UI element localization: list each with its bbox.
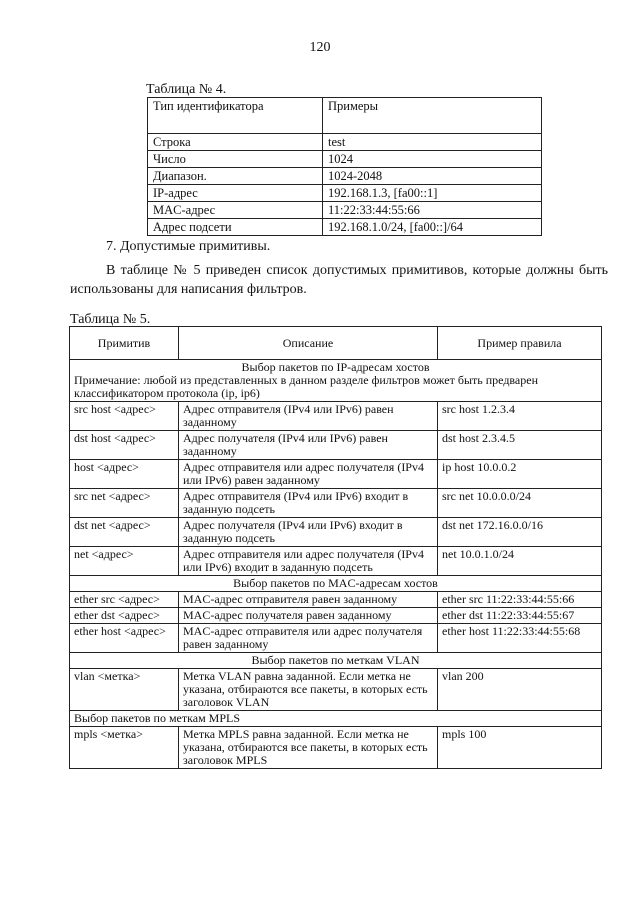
- table4-caption: Таблица № 4.: [146, 82, 227, 97]
- example-cell: net 10.0.1.0/24: [438, 547, 602, 576]
- table-row: [148, 185, 542, 202]
- table4-cell-type: Число: [148, 151, 323, 168]
- table4-cell-type: IP-адрес: [148, 185, 323, 202]
- table4-cell-example: 192.168.1.3, [fa00::1]: [323, 185, 542, 202]
- primitive-cell: net <адрес>: [70, 547, 179, 576]
- table-row: [70, 608, 602, 624]
- primitive-cell: dst net <адрес>: [70, 518, 179, 547]
- table4-cell-example: 192.168.1.0/24, [fa00::]/64: [323, 219, 542, 236]
- example-cell: src net 10.0.0.0/24: [438, 489, 602, 518]
- section-title: Выбор пакетов по MAC-адресам хостов: [70, 576, 602, 592]
- primitive-cell: ether host <адрес>: [70, 624, 179, 653]
- example-cell: ip host 10.0.0.2: [438, 460, 602, 489]
- table5-header-primitive: Примитив: [70, 327, 179, 360]
- table4-cell-example: 1024-2048: [323, 168, 542, 185]
- table-row: [70, 727, 602, 769]
- example-cell: src host 1.2.3.4: [438, 402, 602, 431]
- table4-header-row: [148, 98, 542, 134]
- table-row: [70, 402, 602, 431]
- description-cell: Адрес получателя (IPv4 или IPv6) равен заданному: [179, 431, 438, 460]
- section-row: [70, 711, 602, 727]
- section-title-cell: [70, 360, 602, 402]
- example-cell: ether src 11:22:33:44:55:66: [438, 592, 602, 608]
- primitive-cell: mpls <метка>: [70, 727, 179, 769]
- table-row: [148, 134, 542, 151]
- table-row: [70, 592, 602, 608]
- section-row: [70, 576, 602, 592]
- primitive-cell: src host <адрес>: [70, 402, 179, 431]
- table-row: [70, 489, 602, 518]
- section-row: [70, 653, 602, 669]
- section-row: [70, 360, 602, 402]
- table4-cell-example: test: [323, 134, 542, 151]
- example-cell: dst net 172.16.0.0/16: [438, 518, 602, 547]
- example-cell: vlan 200: [438, 669, 602, 711]
- table4-cell-type: MAC-адрес: [148, 202, 323, 219]
- example-cell: ether dst 11:22:33:44:55:67: [438, 608, 602, 624]
- primitive-cell: dst host <адрес>: [70, 431, 179, 460]
- example-cell: dst host 2.3.4.5: [438, 431, 602, 460]
- table-row: [70, 460, 602, 489]
- section-paragraph: В таблице № 5 приведен список допустимых примитивов, которые должны быть использованы для написания фильтров.: [70, 263, 608, 297]
- table4-cell-example: 1024: [323, 151, 542, 168]
- example-cell: ether host 11:22:33:44:55:68: [438, 624, 602, 653]
- primitive-cell: ether dst <адрес>: [70, 608, 179, 624]
- primitive-cell: host <адрес>: [70, 460, 179, 489]
- table-row: [70, 431, 602, 460]
- section-heading: 7. Допустимые примитивы.: [106, 239, 271, 254]
- table4-cell-example: 11:22:33:44:55:66: [323, 202, 542, 219]
- description-cell: Адрес отправителя или адрес получателя (IPv4 или IPv6) входит в заданную подсеть: [179, 547, 438, 576]
- description-cell: MAC-адрес отправителя равен заданному: [179, 592, 438, 608]
- table4-header-examples: Примеры: [323, 98, 542, 134]
- table4-header-type: Тип идентификатора: [148, 98, 323, 134]
- table4-cell-type: Адрес подсети: [148, 219, 323, 236]
- description-cell: Адрес отправителя (IPv4 или IPv6) равен заданному: [179, 402, 438, 431]
- section-note: Примечание: любой из представленных в данном разделе фильтров может быть предварен классификатором протокола (ip, ip6): [74, 373, 539, 400]
- section-title: Выбор пакетов по меткам MPLS: [70, 711, 602, 727]
- description-cell: Адрес отправителя (IPv4 или IPv6) входит в заданную подсеть: [179, 489, 438, 518]
- description-cell: MAC-адрес отправителя или адрес получателя равен заданному: [179, 624, 438, 653]
- description-cell: Адрес отправителя или адрес получателя (IPv4 или IPv6) равен заданному: [179, 460, 438, 489]
- table4-cell-type: Диапазон.: [148, 168, 323, 185]
- table5-caption: Таблица № 5.: [70, 312, 151, 327]
- table5-header-row: [70, 327, 602, 360]
- table-row: [148, 219, 542, 236]
- example-cell: mpls 100: [438, 727, 602, 769]
- description-cell: Метка VLAN равна заданной. Если метка не указана, отбираются все пакеты, в которых есть заголовок VLAN: [179, 669, 438, 711]
- section-title: Выбор пакетов по IP-адресам хостов: [241, 360, 430, 374]
- identifier-types-table: [147, 97, 542, 236]
- description-cell: Метка MPLS равна заданной. Если метка не указана, отбираются все пакеты, в которых есть заголовок MPLS: [179, 727, 438, 769]
- section-title: Выбор пакетов по меткам VLAN: [70, 653, 602, 669]
- table-row: [148, 202, 542, 219]
- primitive-cell: src net <адрес>: [70, 489, 179, 518]
- table-row: [148, 151, 542, 168]
- table5-header-example: Пример правила: [438, 327, 602, 360]
- page-number: 120: [309, 40, 331, 55]
- table5-header-description: Описание: [179, 327, 438, 360]
- primitive-cell: ether src <адрес>: [70, 592, 179, 608]
- table-row: [70, 669, 602, 711]
- table-row: [70, 547, 602, 576]
- description-cell: Адрес получателя (IPv4 или IPv6) входит в заданную подсеть: [179, 518, 438, 547]
- table4-cell-type: Строка: [148, 134, 323, 151]
- description-cell: MAC-адрес получателя равен заданному: [179, 608, 438, 624]
- table-row: [70, 624, 602, 653]
- table-row: [70, 518, 602, 547]
- primitives-table: [69, 326, 602, 769]
- table-row: [148, 168, 542, 185]
- primitive-cell: vlan <метка>: [70, 669, 179, 711]
